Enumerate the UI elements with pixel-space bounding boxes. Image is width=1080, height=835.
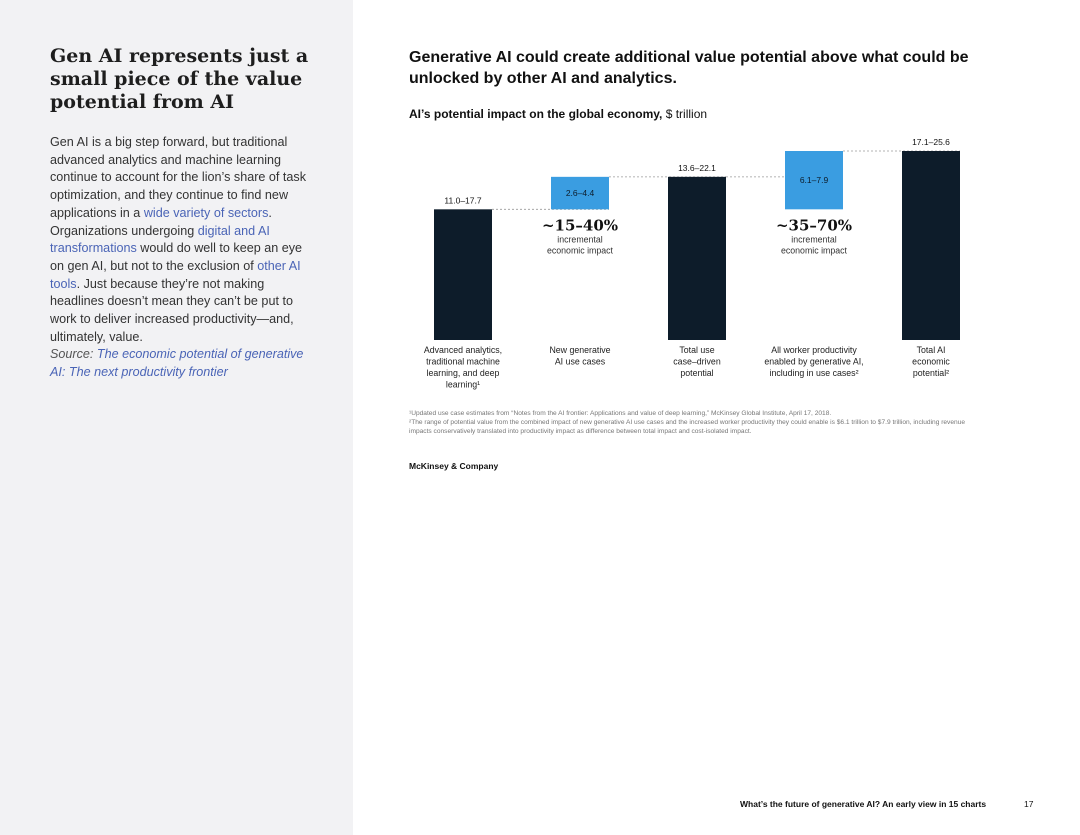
category-label: learning¹: [445, 379, 481, 390]
sidebar-source: [50, 346, 310, 381]
category-label: potential: [680, 368, 714, 378]
category-label: learning, and deep: [426, 368, 500, 378]
category-label: economic: [912, 356, 950, 367]
annotation-pct: ~35–70%: [775, 216, 853, 235]
brand-label: McKinsey & Company: [409, 461, 499, 471]
bar-total: [434, 209, 492, 340]
body-text-4: . Just because they’re not making headlines doesn’t mean they can’t be put to work to deliver increased productivity—and, ultimately, value.: [50, 276, 294, 344]
link-other-ai-tools[interactable]: other AI tools: [50, 258, 301, 291]
link-sectors[interactable]: wide variety of sectors: [143, 205, 269, 220]
annotation-text: economic impact: [780, 245, 848, 256]
category-label: All worker productivity: [771, 345, 857, 355]
category-label: Advanced analytics,: [423, 345, 503, 355]
category-label: enabled by generative AI,: [764, 356, 864, 367]
category-label: including in use cases²: [769, 368, 859, 378]
category-label: Total AI: [916, 345, 946, 355]
body-text-1: Gen AI is a big step forward, but traditional advanced analytics and machine learning continue to account for the lion’s share of task optimization, and they continue to find new applications in a: [50, 135, 306, 220]
category-label: AI use cases: [554, 356, 606, 367]
bar-value-label: 11.0–17.7: [444, 195, 482, 206]
body-text-2: . Organizations undergoing: [50, 205, 272, 238]
category-label: case–driven: [673, 356, 721, 367]
annotation-text: incremental: [557, 234, 603, 245]
sidebar-title: Gen AI represents just a small piece of the value potential from AI: [50, 45, 309, 113]
link-digital-ai-transformations[interactable]: digital and AI transformations: [50, 223, 270, 256]
page-footer-title: What’s the future of generative AI? An early view in 15 charts: [740, 799, 987, 809]
bar-total: [668, 177, 726, 340]
footnotes: [409, 410, 969, 436]
sidebar: [0, 0, 353, 835]
chart-title: Generative AI could create additional value potential above what could be unlocked by other AI and analytics.: [409, 49, 969, 87]
subtitle-unit: $ trillion: [662, 107, 708, 121]
category-label: traditional machine: [426, 356, 500, 367]
subtitle-bold: AI’s potential impact on the global economy,: [409, 107, 663, 121]
footnote-2: ²The range of potential value from the combined impact of new generative AI use cases and the increased worker productivity they could enable is $6.1 trillion to $7.9 trillion, including revenue impacts conservatively translated into productivity impact as difference between total impact and cost-isolated impact.: [409, 418, 966, 435]
page-number: 17: [1024, 799, 1034, 809]
bar-total: [902, 151, 960, 340]
bar-value-label: 6.1–7.9: [799, 175, 829, 186]
waterfall-chart: [400, 125, 980, 405]
source-link[interactable]: The economic potential of generative AI: The next productivity frontier: [50, 347, 304, 379]
body-text-3: would do well to keep an eye on gen AI, but not to the exclusion of: [50, 241, 303, 273]
annotation-text: incremental: [791, 234, 837, 245]
sidebar-body: [50, 134, 318, 346]
category-label: potential²: [912, 368, 950, 378]
source-label: Source:: [50, 347, 97, 361]
category-label: Total use: [679, 345, 715, 355]
chart-subtitle: [409, 107, 707, 121]
footnote-1: ¹Updated use case estimates from “Notes from the AI frontier: Applications and value of deep learning,” McKinsey Global Institute, April 17, 2018.: [409, 410, 832, 417]
bar-value-label: 2.6–4.4: [565, 188, 595, 199]
bar-value-label: 17.1–25.6: [912, 137, 950, 147]
category-label: New generative: [549, 345, 611, 355]
bar-value-label: 13.6–22.1: [678, 162, 716, 173]
annotation-pct: ~15–40%: [541, 216, 619, 235]
annotation-text: economic impact: [546, 245, 614, 256]
